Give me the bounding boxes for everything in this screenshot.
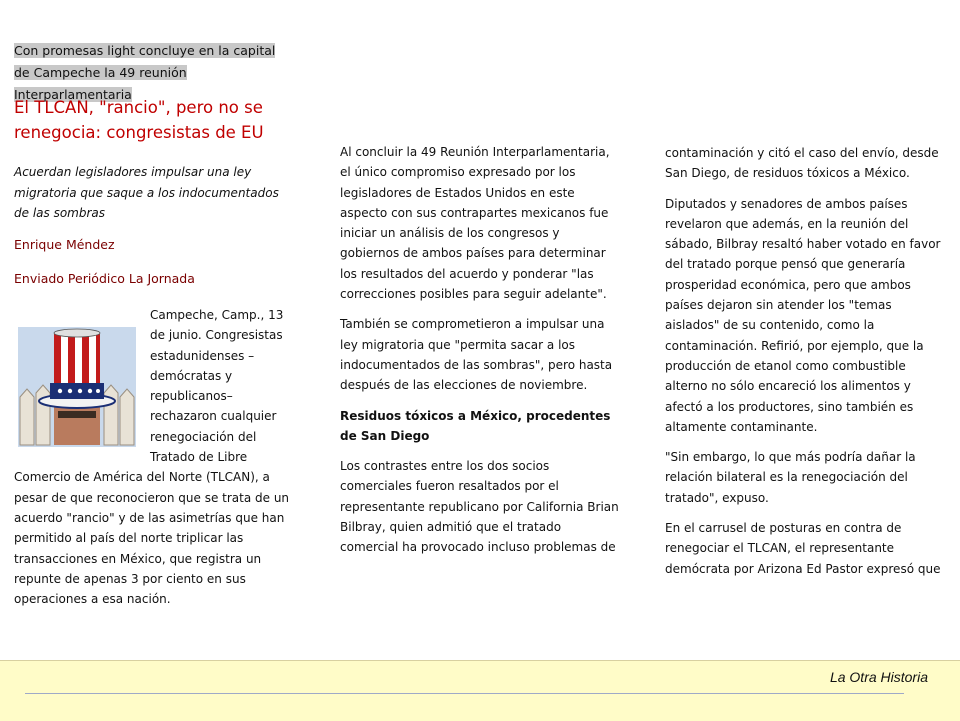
author-byline: Enrique Méndez: [14, 237, 115, 252]
footer: [0, 660, 960, 721]
paragraph: Los contrastes entre los dos socios comerciales fueron resaltados por el representante republicano por California Brian Bilbray, quien admitió que el tratado comercial ha provocado incluso problemas de: [340, 459, 619, 555]
lead-text: Campeche, Camp., 13 de junio. Congresistas estadunidenses – demócratas y republicanos– rechazaron cualquier renegociación del Tratado de Libre Comercio de América del Norte (TLCAN), a pesar de que reconocieron que se trata de un acuerdo "rancio" y de las asimetrías que han permitido al país del norte triplicar las transacciones en México, que registra un repunte de apenas 3 por ciento en sus operaciones a esa nación.: [14, 308, 290, 607]
paragraph: También se comprometieron a impulsar una ley migratoria que "permita sacar a los indocumentados de las sombras", pero hasta después de las elecciones de noviembre.: [340, 317, 613, 393]
paragraph: Al concluir la 49 Reunión Interparlamentaria, el único compromiso expresado por los legisladores de Estados Unidos en este aspecto con sus contrapartes mexicanos fue iniciar un análisis de los congresos y gobiernos de ambos países para determinar los resultados del acuerdo y ponderar "las correcciones posibles para seguir adelante".: [340, 145, 610, 302]
paragraph: En el carrusel de posturas en contra de renegociar el TLCAN, el representante demócrata por Arizona Ed Pastor expresó que: [665, 521, 941, 576]
subhead: Acuerdan legisladores impulsar una ley migratoria que saque a los indocumentados de las sombras: [14, 165, 279, 220]
footer-divider: [25, 693, 904, 694]
footer-title: La Otra Historia: [829, 669, 928, 685]
column-two: [340, 142, 622, 568]
column-three: [665, 143, 947, 589]
kicker: Con promesas light concluye en la capital de Campeche la 49 reunión Interparlamentaria: [14, 43, 276, 102]
lead-paragraph: [14, 305, 293, 609]
paragraph: Diputados y senadores de ambos países revelaron que además, en la reunión del sábado, Bilbray resaltó haber votado en favor del tratado porque pensó que generaría prosperidad económica, pero que ambos países dejaron sin atender los "temas aislados" de su contenido, como la contaminación. Refirió, por ejemplo, que la producción de etanol como combustible alterno no sólo encareció los alimentos y afectó a los productores, sino también es altamente contaminante.: [665, 196, 941, 434]
envoy-byline: Enviado Periódico La Jornada: [14, 271, 195, 286]
uncle-sam-hat-icon: [18, 327, 136, 447]
paragraph: "Sin embargo, lo que más podría dañar la relación bilateral es la renegociación del tratado", expuso.: [665, 450, 916, 505]
paragraph: contaminación y citó el caso del envío, desde San Diego, de residuos tóxicos a México.: [665, 146, 939, 181]
headline: El TLCAN, "rancio", pero no se renegocia: congresistas de EU: [14, 98, 264, 142]
section-heading: Residuos tóxicos a México, procedentes de San Diego: [340, 408, 611, 443]
